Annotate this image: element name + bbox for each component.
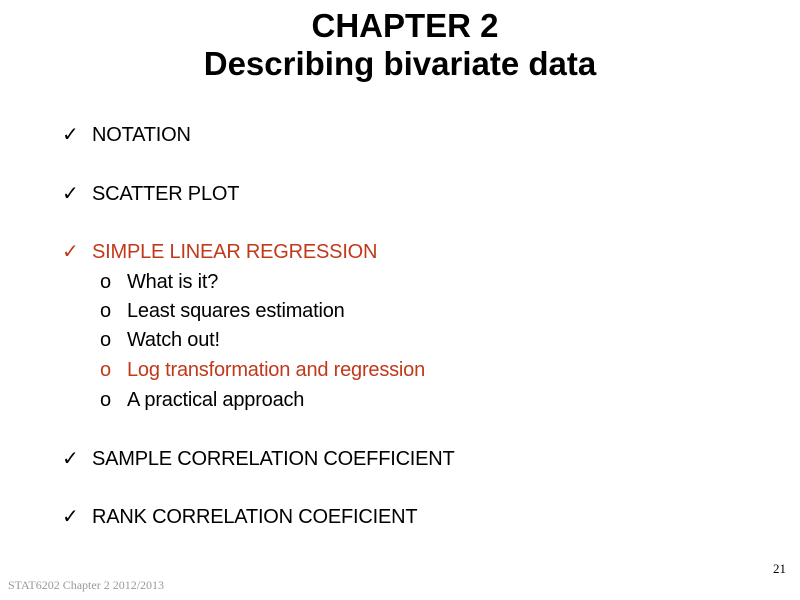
circle-bullet-icon: o [100,329,111,351]
sub-item-label: Watch out! [127,329,220,351]
footer-course-label: STAT6202 Chapter 2 2012/2013 [8,578,165,592]
circle-bullet-icon: o [100,300,111,322]
check-icon: ✓ [62,241,79,263]
list-item-label: RANK CORRELATION COEFICIENT [92,506,418,528]
circle-bullet-icon: o [100,389,111,411]
check-icon: ✓ [62,506,79,528]
chapter-subtitle: Describing bivariate data [203,45,597,82]
list-item-label: NOTATION [92,124,191,146]
sub-item-label: Log transformation and regression [127,359,426,381]
check-icon: ✓ [62,124,79,146]
circle-bullet-icon: o [100,271,111,293]
list-item-label: SCATTER PLOT [92,183,240,205]
check-icon: ✓ [62,183,79,205]
sub-item-label: What is it? [127,271,219,293]
chapter-heading: CHAPTER 2 [311,7,499,44]
page-number: 21 [773,561,786,576]
sub-item-label: Least squares estimation [127,300,345,322]
list-item-label: SAMPLE CORRELATION COEFFICIENT [92,448,455,470]
check-icon: ✓ [62,448,79,470]
list-item-label: SIMPLE LINEAR REGRESSION [92,241,378,263]
sub-item-label: A practical approach [127,389,305,411]
circle-bullet-icon: o [100,359,111,381]
